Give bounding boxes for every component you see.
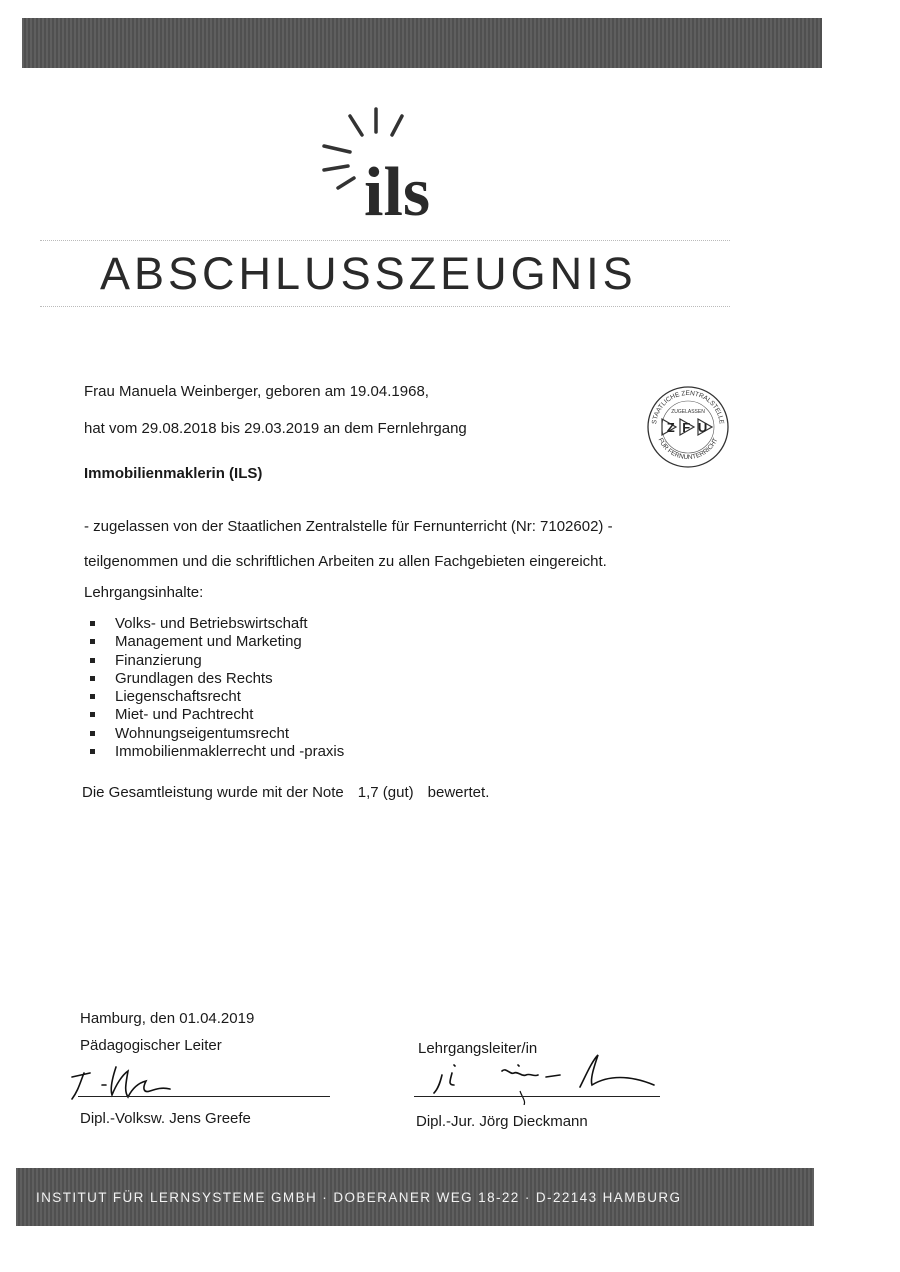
- list-item: Wohnungseigentumsrecht: [88, 725, 344, 743]
- svg-text:STAATLICHE ZENTRALSTELLE: STAATLICHE ZENTRALSTELLE: [651, 389, 725, 425]
- participation-line: teilgenommen und die schriftlichen Arbeiten zu allen Fachgebieten eingereicht.: [84, 553, 607, 570]
- grade-value: 1,7 (gut): [357, 784, 414, 801]
- period-line: hat vom 29.08.2018 bis 29.03.2019 an dem Fernlehrgang: [84, 420, 467, 437]
- divider-top: [40, 240, 730, 241]
- divider-bottom: [40, 306, 730, 307]
- list-item: Volks- und Betriebswirtschaft: [88, 615, 344, 633]
- right-signature-line: [414, 1096, 660, 1097]
- footer-band: [16, 1168, 814, 1226]
- page-title: ABSCHLUSSZEUGNIS: [100, 248, 637, 299]
- right-signatory-name: Dipl.-Jur. Jörg Dieckmann: [416, 1113, 588, 1130]
- left-signature: [66, 1055, 196, 1105]
- footer-address: INSTITUT FÜR LERNSYSTEME GMBH · DOBERANER WEG 18-22 · D-22143 HAMBURG: [36, 1189, 682, 1205]
- contents-label: Lehrgangsinhalte:: [84, 584, 204, 601]
- place-date: Hamburg, den 01.04.2019: [80, 1010, 255, 1027]
- left-signatory-role: Pädagogischer Leiter: [80, 1037, 222, 1054]
- right-signatory-role: Lehrgangsleiter/in: [418, 1040, 538, 1057]
- zfu-stamp: [646, 385, 730, 469]
- list-item: Grundlagen des Rechts: [88, 670, 344, 688]
- list-item: Liegenschaftsrecht: [88, 688, 344, 706]
- list-item: Immobilienmaklerrecht und -praxis: [88, 743, 344, 761]
- accreditation-line: - zugelassen von der Staatlichen Zentralstelle für Fernunterricht (Nr: 7102602) -: [84, 518, 613, 535]
- svg-text:ZUGELASSEN: ZUGELASSEN: [671, 409, 705, 415]
- course-title: Immobilienmaklerin (ILS): [84, 465, 263, 482]
- svg-text:ils: ils: [364, 154, 431, 222]
- recipient-line: Frau Manuela Weinberger, geboren am 19.04.1968,: [84, 383, 429, 400]
- ils-logo: [318, 102, 458, 222]
- grade-prefix: Die Gesamtleistung wurde mit der Note: [82, 784, 344, 801]
- svg-text:FÜR FERNUNTERRICHT: FÜR FERNUNTERRICHT: [656, 437, 720, 462]
- course-contents-list: [88, 615, 344, 761]
- list-item: Miet- und Pachtrecht: [88, 706, 344, 724]
- grade-line: [82, 784, 489, 801]
- list-item: Management und Marketing: [88, 633, 344, 651]
- header-band: [22, 18, 822, 68]
- svg-text:Z F U: Z F U: [666, 420, 710, 435]
- grade-suffix: bewertet.: [427, 784, 490, 801]
- left-signature-line: [78, 1096, 330, 1097]
- list-item: Finanzierung: [88, 652, 344, 670]
- left-signatory-name: Dipl.-Volksw. Jens Greefe: [80, 1110, 251, 1127]
